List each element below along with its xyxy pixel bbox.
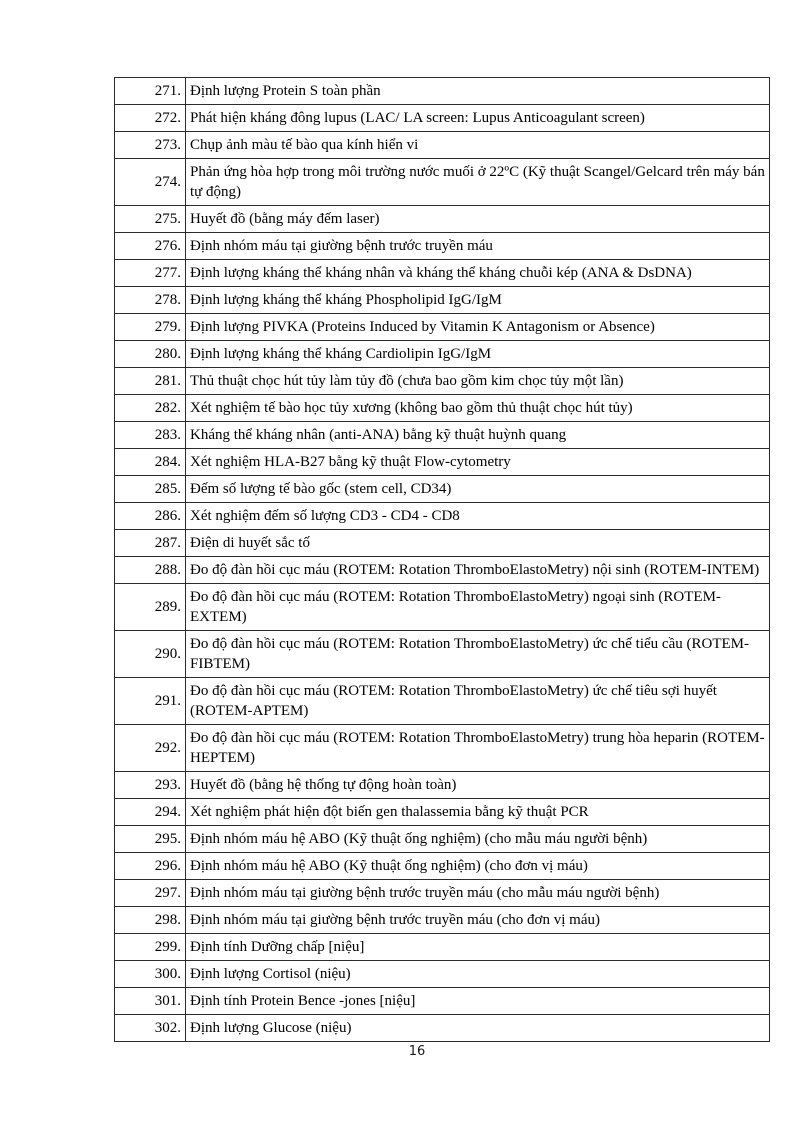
row-number-cell: 292. — [115, 725, 186, 772]
row-text-cell: Định lượng kháng thể kháng Phospholipid IgG/IgM — [186, 287, 770, 314]
row-number-cell: 271. — [115, 78, 186, 105]
row-text-cell: Đo độ đàn hồi cục máu (ROTEM: Rotation ThromboElastoMetry) ức chế tiểu cầu (ROTEM-FIBTEM) — [186, 631, 770, 678]
row-text-cell: Định tính Protein Bence -jones [niệu] — [186, 988, 770, 1015]
row-number-cell: 281. — [115, 368, 186, 395]
table-row — [115, 341, 770, 368]
row-text-cell: Định lượng PIVKA (Proteins Induced by Vitamin K Antagonism or Absence) — [186, 314, 770, 341]
row-number-cell: 299. — [115, 934, 186, 961]
row-number-cell: 285. — [115, 476, 186, 503]
row-text-cell: Định lượng kháng thể kháng nhân và kháng thể kháng chuỗi kép (ANA & DsDNA) — [186, 260, 770, 287]
row-text-cell: Định nhóm máu hệ ABO (Kỹ thuật ống nghiệm) (cho mẫu máu người bệnh) — [186, 826, 770, 853]
table-row — [115, 799, 770, 826]
row-number-cell: 298. — [115, 907, 186, 934]
row-number-cell: 294. — [115, 799, 186, 826]
table-row — [115, 368, 770, 395]
table-row — [115, 584, 770, 631]
procedure-table-body — [115, 78, 770, 1042]
table-row — [115, 395, 770, 422]
table-row — [115, 503, 770, 530]
row-number-cell: 274. — [115, 159, 186, 206]
table-row — [115, 159, 770, 206]
row-text-cell: Định nhóm máu tại giường bệnh trước truyền máu — [186, 233, 770, 260]
row-number-cell: 273. — [115, 132, 186, 159]
page-number: 16 — [408, 1044, 426, 1059]
procedure-list-table — [114, 77, 770, 1042]
table-row — [115, 1015, 770, 1042]
table-row — [115, 260, 770, 287]
row-text-cell: Đo độ đàn hồi cục máu (ROTEM: Rotation ThromboElastoMetry) trung hòa heparin (ROTEM-HEPTEM) — [186, 725, 770, 772]
row-number-cell: 300. — [115, 961, 186, 988]
table-row — [115, 631, 770, 678]
row-text-cell: Phát hiện kháng đông lupus (LAC/ LA screen: Lupus Anticoagulant screen) — [186, 105, 770, 132]
table-row — [115, 233, 770, 260]
row-text-cell: Đo độ đàn hồi cục máu (ROTEM: Rotation ThromboElastoMetry) nội sinh (ROTEM-INTEM) — [186, 557, 770, 584]
row-text-cell: Định nhóm máu hệ ABO (Kỹ thuật ống nghiệm) (cho đơn vị máu) — [186, 853, 770, 880]
row-text-cell: Xét nghiệm HLA-B27 bằng kỹ thuật Flow-cytometry — [186, 449, 770, 476]
table-row — [115, 961, 770, 988]
row-text-cell: Định nhóm máu tại giường bệnh trước truyền máu (cho đơn vị máu) — [186, 907, 770, 934]
row-text-cell: Huyết đồ (bằng máy đếm laser) — [186, 206, 770, 233]
row-number-cell: 290. — [115, 631, 186, 678]
table-row — [115, 934, 770, 961]
table-row — [115, 206, 770, 233]
row-number-cell: 301. — [115, 988, 186, 1015]
row-text-cell: Đo độ đàn hồi cục máu (ROTEM: Rotation ThromboElastoMetry) ức chế tiêu sợi huyết (ROTEM-APTEM) — [186, 678, 770, 725]
row-number-cell: 280. — [115, 341, 186, 368]
row-text-cell: Định lượng Glucose (niệu) — [186, 1015, 770, 1042]
row-text-cell: Định lượng Cortisol (niệu) — [186, 961, 770, 988]
row-text-cell: Xét nghiệm tế bào học tủy xương (không bao gồm thủ thuật chọc hút tủy) — [186, 395, 770, 422]
row-number-cell: 275. — [115, 206, 186, 233]
row-number-cell: 286. — [115, 503, 186, 530]
table-row — [115, 422, 770, 449]
table-row — [115, 78, 770, 105]
row-text-cell: Phản ứng hòa hợp trong môi trường nước muối ở 22ºC (Kỹ thuật Scangel/Gelcard trên máy bán tự động) — [186, 159, 770, 206]
row-number-cell: 277. — [115, 260, 186, 287]
table-row — [115, 907, 770, 934]
row-number-cell: 288. — [115, 557, 186, 584]
row-number-cell: 279. — [115, 314, 186, 341]
table-row — [115, 880, 770, 907]
table-row — [115, 314, 770, 341]
row-number-cell: 278. — [115, 287, 186, 314]
row-number-cell: 284. — [115, 449, 186, 476]
table-row — [115, 476, 770, 503]
row-number-cell: 283. — [115, 422, 186, 449]
table-row — [115, 725, 770, 772]
row-number-cell: 295. — [115, 826, 186, 853]
row-text-cell: Định lượng Protein S toàn phần — [186, 78, 770, 105]
row-number-cell: 289. — [115, 584, 186, 631]
table-row — [115, 772, 770, 799]
row-number-cell: 297. — [115, 880, 186, 907]
table-row — [115, 132, 770, 159]
row-text-cell: Chụp ảnh màu tế bào qua kính hiển vi — [186, 132, 770, 159]
table-row — [115, 678, 770, 725]
table-row — [115, 105, 770, 132]
row-number-cell: 302. — [115, 1015, 186, 1042]
table-row — [115, 988, 770, 1015]
table-row — [115, 826, 770, 853]
row-text-cell: Định nhóm máu tại giường bệnh trước truyền máu (cho mẫu máu người bệnh) — [186, 880, 770, 907]
row-text-cell: Xét nghiệm phát hiện đột biến gen thalassemia bằng kỹ thuật PCR — [186, 799, 770, 826]
row-text-cell: Đếm số lượng tế bào gốc (stem cell, CD34) — [186, 476, 770, 503]
table-row — [115, 853, 770, 880]
row-text-cell: Kháng thể kháng nhân (anti-ANA) bằng kỹ thuật huỳnh quang — [186, 422, 770, 449]
table-row — [115, 557, 770, 584]
row-text-cell: Đo độ đàn hồi cục máu (ROTEM: Rotation ThromboElastoMetry) ngoại sinh (ROTEM-EXTEM) — [186, 584, 770, 631]
row-number-cell: 291. — [115, 678, 186, 725]
table-row — [115, 530, 770, 557]
row-number-cell: 296. — [115, 853, 186, 880]
row-number-cell: 276. — [115, 233, 186, 260]
row-text-cell: Định lượng kháng thể kháng Cardiolipin IgG/IgM — [186, 341, 770, 368]
row-text-cell: Xét nghiệm đếm số lượng CD3 - CD4 - CD8 — [186, 503, 770, 530]
row-text-cell: Điện di huyết sắc tố — [186, 530, 770, 557]
row-text-cell: Huyết đồ (bằng hệ thống tự động hoàn toàn) — [186, 772, 770, 799]
row-number-cell: 282. — [115, 395, 186, 422]
row-number-cell: 287. — [115, 530, 186, 557]
table-row — [115, 287, 770, 314]
table-row — [115, 449, 770, 476]
row-number-cell: 272. — [115, 105, 186, 132]
row-text-cell: Thủ thuật chọc hút tủy làm tủy đồ (chưa bao gồm kim chọc tủy một lần) — [186, 368, 770, 395]
row-number-cell: 293. — [115, 772, 186, 799]
row-text-cell: Định tính Dưỡng chấp [niệu] — [186, 934, 770, 961]
